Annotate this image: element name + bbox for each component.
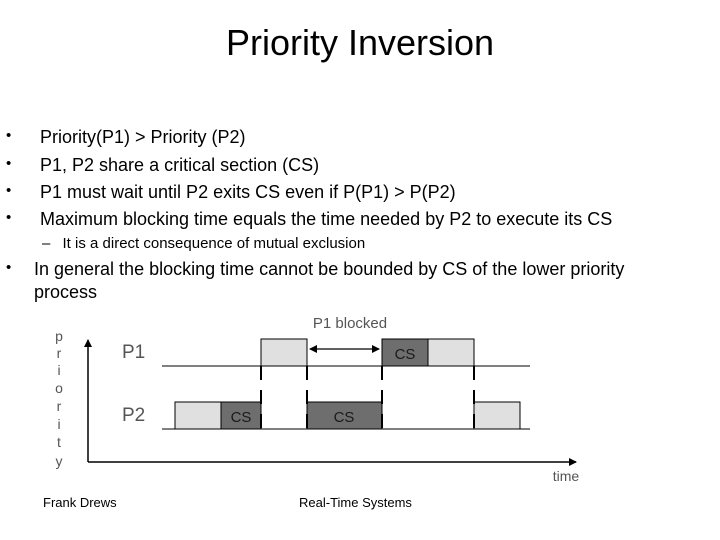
p1-exec-block — [261, 339, 307, 366]
bullet-text-line1: In general the blocking time cannot be bounded by CS of the lower priority — [34, 259, 625, 279]
slide-title: Priority Inversion — [225, 22, 495, 63]
y-axis-letter: i — [57, 416, 61, 432]
p1-exec-block — [428, 339, 474, 366]
dash-marker: – — [42, 235, 51, 252]
row-label-p1: P1 — [122, 342, 146, 363]
p2-exec-block — [474, 402, 520, 429]
bullet-text: P1, P2 share a critical section (CS) — [40, 155, 320, 175]
y-axis-letter: t — [57, 434, 61, 450]
p2-exec-block — [175, 402, 221, 429]
bullet-text: Priority(P1) > Priority (P2) — [40, 127, 246, 147]
bullet-marker: • — [6, 209, 12, 226]
p1-cs-label: CS — [394, 346, 416, 363]
x-axis-label: time — [552, 468, 580, 484]
sub-bullet-text: It is a direct consequence of mutual exclusion — [62, 235, 366, 252]
bullet-text-line2: process — [34, 282, 98, 302]
bullet-marker: • — [6, 259, 12, 276]
bullet-text: P1 must wait until P2 exits CS even if P(P1) > P(P2) — [40, 182, 456, 202]
footer-author: Frank Drews — [43, 495, 117, 510]
p2-cs-label: CS — [230, 409, 252, 426]
y-axis-letter: i — [57, 362, 61, 378]
y-axis-letter: p — [55, 328, 63, 344]
y-axis-letter: r — [56, 345, 62, 361]
bullet-text: Maximum blocking time equals the time needed by P2 to execute its CS — [40, 209, 613, 229]
footer-course: Real-Time Systems — [299, 495, 412, 510]
bullet-marker: • — [6, 155, 12, 172]
bullet-marker: • — [6, 127, 12, 144]
y-axis-letter: o — [55, 380, 63, 396]
y-axis-label — [55, 328, 63, 469]
p2-cs-label: CS — [333, 409, 355, 426]
row-label-p2: P2 — [122, 405, 146, 426]
y-axis-letter: y — [55, 453, 63, 469]
bullet-marker: • — [6, 182, 12, 199]
y-axis-letter: r — [56, 398, 62, 414]
blocked-label: P1 blocked — [312, 315, 388, 332]
